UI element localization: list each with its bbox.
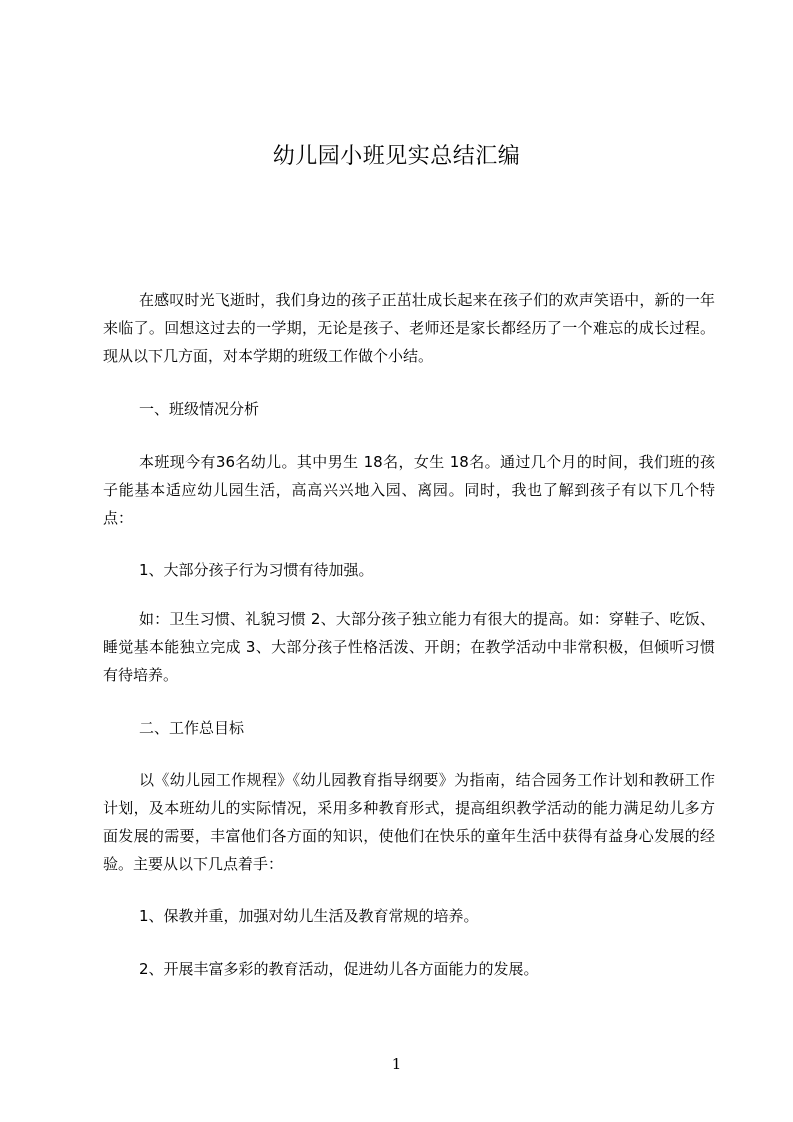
intro-paragraph: 在感叹时光飞逝时，我们身边的孩子正茁壮成长起来在孩子们的欢声笑语中，新的一年来临了。回想这过去的一学期，无论是孩子、老师还是家长都经历了一个难忘的成长过程。现从以下几方面，对本学期的班级工作做个小结。 <box>103 291 715 365</box>
section-heading-work-goals: 二、工作总目标 <box>139 719 245 737</box>
class-features-paragraph: 如：卫生习惯、礼貌习惯 2、大部分孩子独立能力有很大的提高。如：穿鞋子、吃饭、睡觉基本能独立完成 3、大部分孩子性格活泼、开朗；在教学活动中非常积极，但倾听习惯有待培养。 <box>103 610 715 684</box>
work-goals-paragraph: 以《幼儿园工作规程》《幼儿园教育指导纲要》为指南，结合园务工作计划和教研工作计划，及本班幼儿的实际情况，采用多种教育形式，提高组织教学活动的能力满足幼儿多方面发展的需要，丰富他们各方面的知识，使他们在快乐的童年生活中获得有益身心发展的经验。主要从以下几点着手： <box>103 771 715 873</box>
work-goals-point-1: 1、保教并重，加强对幼儿生活及教育常规的培养。 <box>139 907 479 925</box>
section-heading-class-analysis: 一、班级情况分析 <box>139 400 260 418</box>
class-analysis-point-1: 1、大部分孩子行为习惯有待加强。 <box>139 561 374 579</box>
document-title: 幼儿园小班见实总结汇编 <box>272 144 521 169</box>
class-analysis-paragraph: 本班现今有36名幼儿。其中男生 18名，女生 18名。通过几个月的时间，我们班的孩子能基本适应幼儿园生活，高高兴兴地入园、离园。同时，我也了解到孩子有以下几个特点： <box>103 453 715 527</box>
work-goals-point-2: 2、开展丰富多彩的教育活动，促进幼儿各方面能力的发展。 <box>139 960 539 978</box>
page-number: 1 <box>391 1055 402 1073</box>
